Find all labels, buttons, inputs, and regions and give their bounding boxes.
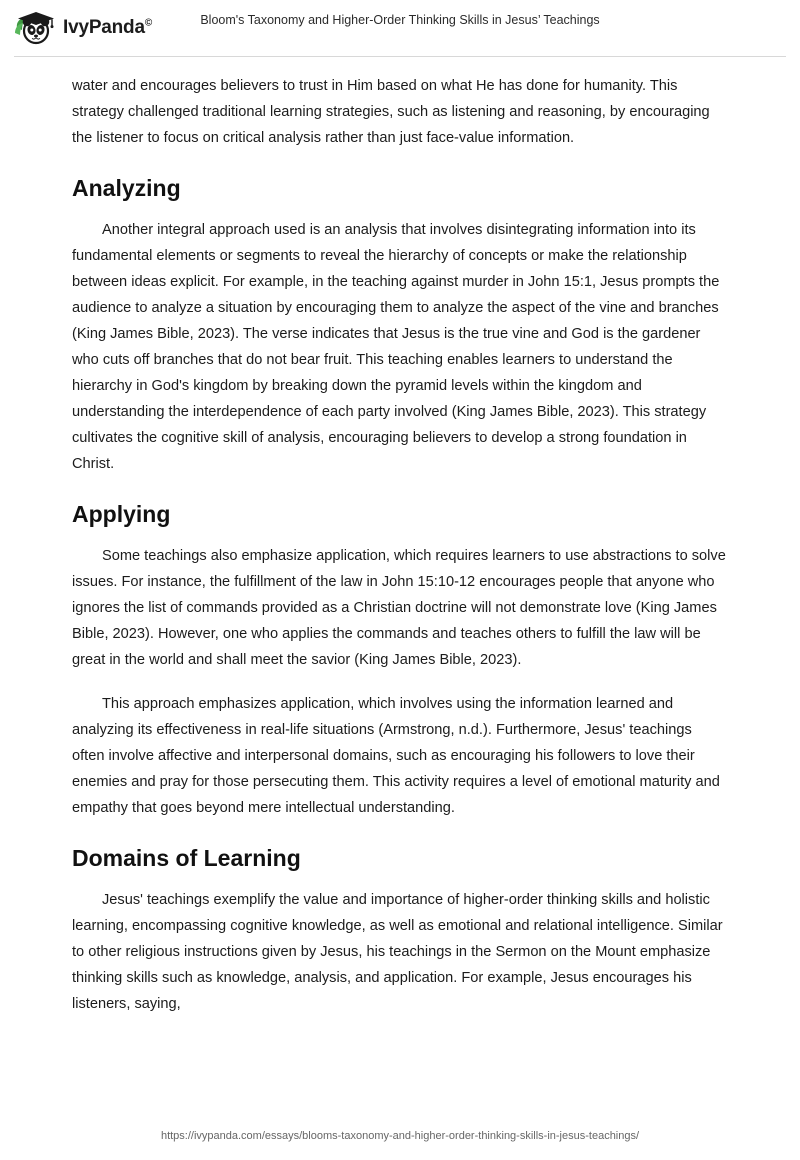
source-url-link[interactable]: https://ivypanda.com/essays/blooms-taxonomy-and-higher-order-thinking-skills-in-jesus-teachings/ — [160, 1130, 640, 1142]
paragraph: Some teachings also emphasize application, which requires learners to use abstractions to solve issues. For instance, the fulfillment of the law in John 15:10-12 encourages people that anyone who ignores the list of commands provided as a Christian doctrine will not demonstrate love (King James Bible, 2023). However, one who applies the commands and teaches others to fulfill the law will be great in the world and shall meet the savior (King James Bible, 2023). — [72, 548, 726, 668]
page-header — [0, 0, 800, 56]
brand-name-text: IvyPanda — [63, 17, 145, 38]
document-body — [0, 57, 800, 1017]
page-footer — [0, 1126, 800, 1144]
brand-registered-mark: © — [144, 17, 153, 29]
paragraph: This approach emphasizes application, which involves using the information learned and analyzing its effectiveness in real-life situations (Armstrong, n.d.). Furthermore, Jesus' teachings often involve affective and interpersonal domains, such as encouraging his followers to love their enemies and pray for those persecuting them. This activity requires a level of emotional maturity and empathy that goes beyond mere intellectual understanding. — [72, 696, 720, 816]
brand-name — [63, 17, 152, 39]
paragraph: Jesus' teachings exemplify the value and importance of higher-order thinking skills and holistic learning, encompassing cognitive knowledge, as well as emotional and relational intelligence. Similar to other religious instructions given by Jesus, his teachings in the Sermon on the Mount emphasize thinking skills such as knowledge, analysis, and application. For example, Jesus encourages his listeners, saying, — [72, 892, 723, 1012]
paragraph: water and encourages believers to trust in Him based on what He has done for humanity. This strategy challenged traditional learning strategies, such as listening and reasoning, by encouraging the listener to focus on critical analysis rather than just face-value information. — [72, 78, 710, 146]
brand[interactable] — [14, 9, 152, 47]
section-heading-domains-of-learning: Domains of Learning — [72, 845, 301, 871]
page-title: Bloom's Taxonomy and Higher-Order Thinking Skills in Jesus’ Teachings — [200, 13, 600, 27]
paragraph: Another integral approach used is an analysis that involves disintegrating information into its fundamental elements or segments to reveal the hierarchy of concepts or make the relationship between ideas explicit. For example, in the teaching against murder in John 15:1, Jesus prompts the audience to analyze a situation by encouraging them to analyze the aspect of the vine and branches (King James Bible, 2023). The verse indicates that Jesus is the true vine and God is the gardener who cuts off branches that do not bear fruit. This teaching enables learners to understand the hierarchy in God's kingdom by breaking down the pyramid levels within the kingdom and understanding the interdependence of each party involved (King James Bible, 2023). This strategy cultivates the cognitive skill of analysis, encouraging believers to develop a strong foundation in Christ. — [72, 222, 720, 472]
section-heading-analyzing: Analyzing — [72, 175, 181, 201]
section-heading-applying: Applying — [72, 501, 171, 527]
graduation-cap-panda-logo-icon — [14, 9, 56, 47]
